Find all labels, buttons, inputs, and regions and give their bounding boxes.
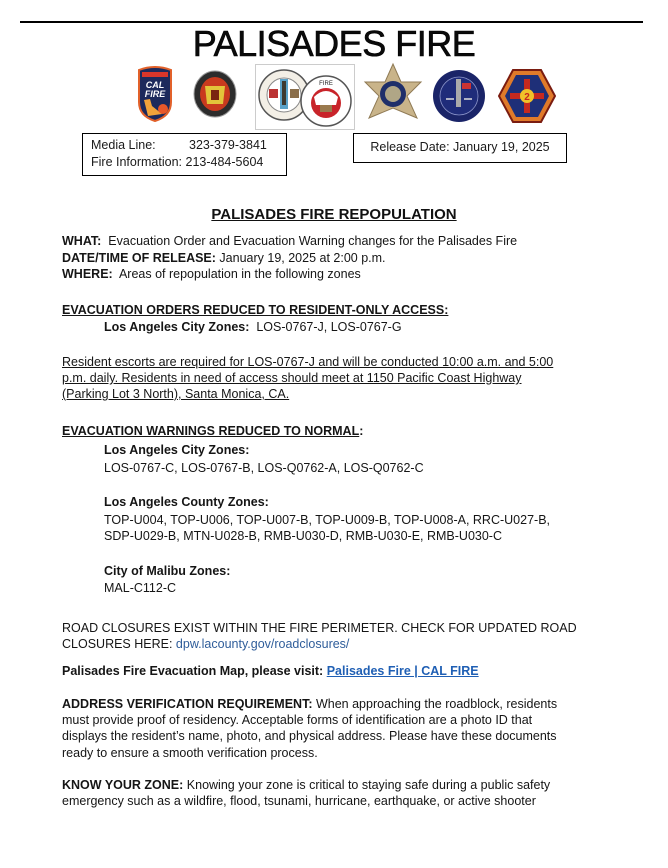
warnings-malibu-label: City of Malibu Zones:: [104, 564, 231, 578]
zone-line-1: [62, 777, 550, 793]
contact-info-box: [82, 133, 287, 176]
date-label: DATE/TIME OF RELEASE:: [62, 251, 216, 265]
santa-monica-seal-logo: [432, 69, 486, 123]
what-line: [62, 233, 517, 249]
where-text: Areas of repopulation in the following zones: [118, 267, 361, 281]
address-line-3: displays the resident’s name, photo, and physical address. Please have these documents: [62, 729, 557, 743]
malibu-fire-hexagon-logo: [498, 69, 556, 123]
orders-heading: EVACUATION ORDERS REDUCED TO RESIDENT-ONLY ACCESS:: [62, 303, 449, 317]
where-line: [62, 266, 361, 282]
svg-text:CAL: CAL: [145, 80, 165, 90]
address-text-1: When approaching the roadblock, residents: [315, 697, 558, 711]
la-county-fire-dept-logo: [255, 64, 355, 130]
orders-city-line: [104, 319, 402, 335]
warnings-county-zones-2: SDP-U029-B, MTN-U028-B, RMB-U030-D, RMB-U030-E, RMB-U030-C: [104, 529, 502, 543]
warnings-heading: [62, 423, 363, 439]
media-line-label: Media Line:: [91, 138, 156, 152]
evac-map-label: Palisades Fire Evacuation Map, please visit:: [62, 664, 324, 678]
date-line: [62, 250, 386, 266]
la-sheriff-star-logo: [361, 62, 425, 132]
address-label: ADDRESS VERIFICATION REQUIREMENT:: [62, 697, 313, 711]
zone-line-2: emergency such as a wildfire, flood, tsunami, hurricane, earthquake, or active shooter: [62, 794, 536, 808]
where-label: WHERE:: [62, 267, 113, 281]
escort-line-3: (Parking Lot 3 North), Santa Monica, CA.: [62, 387, 290, 401]
what-text: Evacuation Order and Evacuation Warning changes for the Palisades Fire: [108, 234, 518, 248]
fire-info-number: 213-484-5604: [185, 155, 264, 169]
road-closures-line-1: ROAD CLOSURES EXIST WITHIN THE FIRE PERIMETER. CHECK FOR UPDATED ROAD: [62, 621, 577, 635]
cal-fire-logo: [136, 66, 174, 122]
lafd-seal-logo: [193, 70, 237, 118]
page-title: PALISADES FIRE: [192, 23, 476, 64]
svg-text:2: 2: [524, 92, 530, 103]
warnings-county-label: Los Angeles County Zones:: [104, 495, 269, 509]
what-label: WHAT:: [62, 234, 102, 248]
release-date-box: [353, 133, 567, 163]
warnings-county-zones-1: TOP-U004, TOP-U006, TOP-U007-B, TOP-U009-B, TOP-U008-A, RRC-U027-B,: [104, 513, 551, 527]
cal-fire-map-link[interactable]: Palisades Fire | CAL FIRE: [326, 664, 479, 678]
fire-info-label: Fire Information:: [91, 155, 183, 169]
warnings-heading-colon: :: [359, 424, 364, 438]
warnings-city-zones: LOS-0767-C, LOS-0767-B, LOS-Q0762-A, LOS-Q0762-C: [104, 461, 424, 475]
escort-line-2: p.m. daily. Residents in need of access should meet at 1150 Pacific Coast Highway: [62, 371, 522, 385]
orders-city-label: Los Angeles City Zones:: [104, 320, 250, 334]
svg-text:FIRE: FIRE: [144, 89, 166, 99]
orders-city-zones: LOS-0767-J, LOS-0767-G: [256, 320, 402, 334]
svg-text:FIRE: FIRE: [319, 81, 333, 87]
address-line-1: [62, 696, 557, 712]
warnings-heading-text: EVACUATION WARNINGS REDUCED TO NORMAL: [62, 424, 360, 438]
road-closures-line-2: [62, 636, 349, 652]
zone-label: KNOW YOUR ZONE:: [62, 778, 184, 792]
evac-map-line: [62, 663, 479, 679]
release-date-text: Release Date: January 19, 2025: [370, 140, 550, 154]
agency-logos-row: [0, 64, 668, 132]
warnings-city-label: Los Angeles City Zones:: [104, 443, 250, 457]
zone-text-1: Knowing your zone is critical to staying safe during a public safety: [186, 778, 551, 792]
media-line-number: 323-379-3841: [189, 138, 267, 152]
date-text: January 19, 2025 at 2:00 p.m.: [219, 251, 386, 265]
document-heading: PALISADES FIRE REPOPULATION: [211, 206, 457, 223]
road-closures-prefix: CLOSURES HERE:: [62, 637, 176, 651]
address-line-4: ready to ensure a smooth verification process.: [62, 746, 318, 760]
warnings-malibu-zones: MAL-C112-C: [104, 581, 177, 595]
road-closures-link[interactable]: dpw.lacounty.gov/roadclosures/: [175, 637, 350, 651]
escort-line-1: Resident escorts are required for LOS-0767-J and will be conducted 10:00 a.m. and 5:00: [62, 355, 554, 369]
address-line-2: must provide proof of residency. Acceptable forms of identification are a photo ID that: [62, 713, 533, 727]
